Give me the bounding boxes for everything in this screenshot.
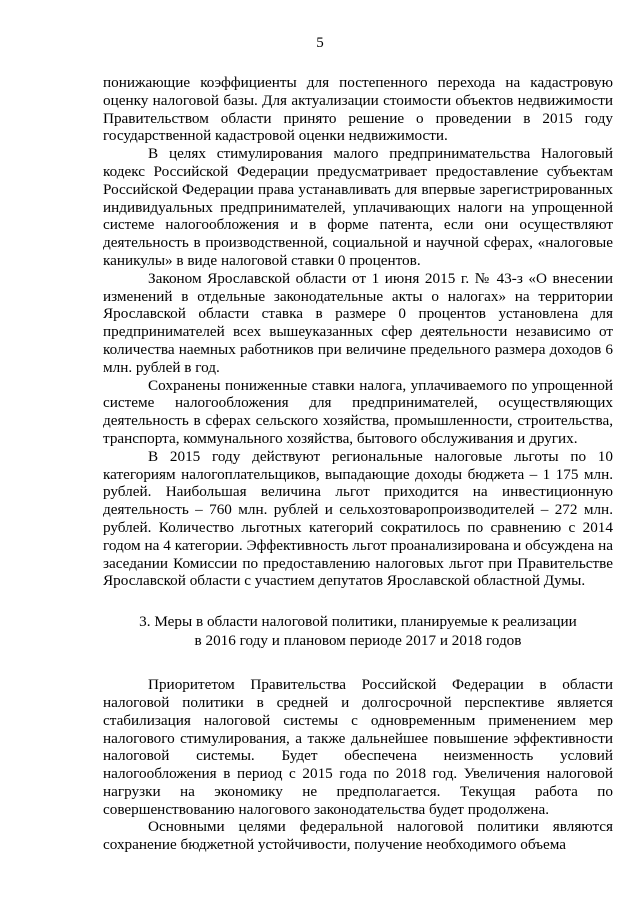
paragraph-tax-holidays: В целях стимулирования малого предпринимательства Налоговый кодекс Российской Федерации предусматривает предоставление субъектам Российской Федерации права устанавливать для впервые зарегистрированных индивидуальных предпринимателей, уплачивающих налоги на упрощенной системе налогообложения и в форме патента, если они осуществляют деятельность в производственной, социальной и научной сферах, «налоговые каникулы» в виде налоговой ставки 0 процентов.	[103, 145, 613, 269]
paragraph-tax-benefits: В 2015 году действуют региональные налоговые льготы по 10 категориям налогоплательщиков, выпадающие доходы бюджета – 1 175 млн. рублей. Наибольшая величина льгот приходится на инвестиционную деятельность – 760 млн. рублей и сельхозтоваропроизводителей – 272 млн. рублей. Количество льготных категорий сократилось по сравнению с 2014 годом на 4 категории. Эффективность льгот проанализирована и обсуждена на заседании Комиссии по предоставлению налоговых льгот при Правительстве Ярославской области с участием депутатов Ярославской областной Думы.	[103, 447, 613, 590]
section-heading	[103, 612, 613, 650]
section-heading-line-2: в 2016 году и плановом периоде 2017 и 2018 годов	[194, 632, 522, 650]
page-number: 5	[316, 35, 324, 51]
section-heading-line-1: 3. Меры в области налоговой политики, планируемые к реализации	[139, 613, 577, 631]
paragraph-cadastral-valuation: понижающие коэффициенты для постепенного перехода на кадастровую оценку налоговой базы. Для актуализации стоимости объектов недвижимости Правительством области принято решение о проведении в 2015 году государственной кадастровой оценки недвижимости.	[103, 74, 613, 145]
document-body	[103, 74, 613, 854]
paragraph-reduced-rates: Сохранены пониженные ставки налога, уплачиваемого по упрощенной системе налогообложения для предпринимателей, осуществляющих деятельность в сферах сельского хозяйства, промышленности, строительства, транспорта, коммунального хозяйства, бытового обслуживания и других.	[103, 376, 613, 447]
paragraph-federal-goals: Основными целями федеральной налоговой политики являются сохранение бюджетной устойчивости, получение необходимого объема	[103, 818, 613, 854]
paragraph-government-priority: Приоритетом Правительства Российской Федерации в области налоговой политики в средней и долгосрочной перспективе является стабилизация налоговой системы с одновременным применением мер налогового стимулирования, а также дальнейшее повышение эффективности налоговой системы. Будет обеспечена неизменность условий налогообложения в период с 2015 года по 2018 год. Увеличения налоговой нагрузки на экономику не предполагается. Текущая работа по совершенствованию налогового законодательства будет продолжена.	[103, 676, 613, 818]
paragraph-regional-law: Законом Ярославской области от 1 июня 2015 г. № 43-з «О внесении изменений в отдельные законодательные акты о налогах» на территории Ярославской области ставка в размере 0 процентов установлена для предпринимателей всех вышеуказанных сфер деятельности независимо от количества наемных работников при величине предельного размера доходов 6 млн. рублей в год.	[103, 269, 613, 376]
